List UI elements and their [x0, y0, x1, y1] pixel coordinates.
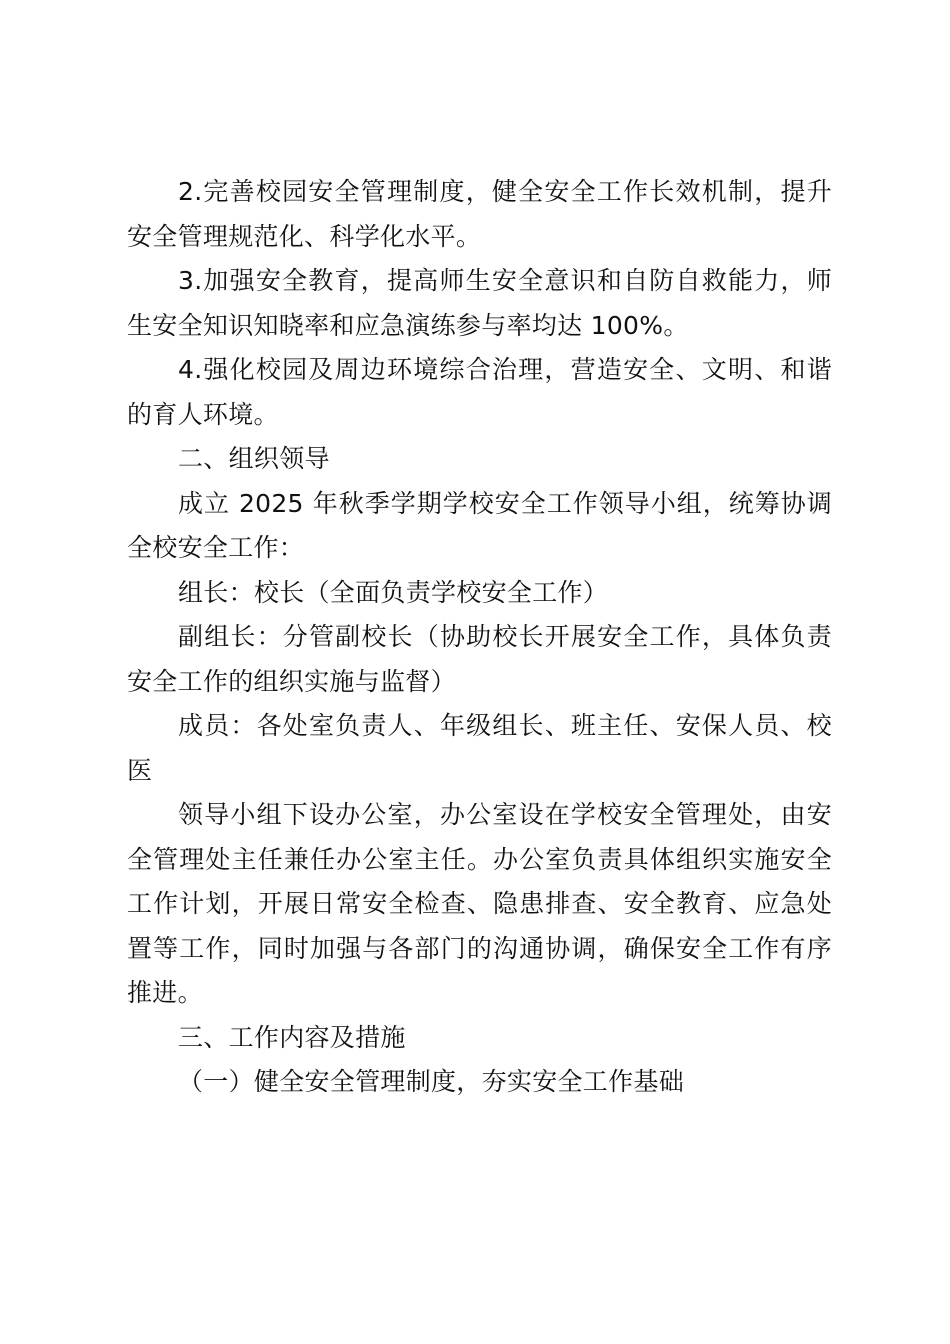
- goal-item-3: 3.加强安全教育，提高师生安全意识和自防自救能力，师生安全知识知晓率和应急演练参与率均达 100%。: [127, 266, 832, 340]
- subsection-heading-1: （一）健全安全管理制度，夯实安全工作基础: [178, 1067, 685, 1096]
- deputy-leader-line: 副组长：分管副校长（协助校长开展安全工作，具体负责安全工作的组织实施与监督）: [127, 622, 832, 696]
- goal-item-2: 2.完善校园安全管理制度，健全安全工作长效机制，提升安全管理规范化、科学化水平。: [127, 177, 832, 251]
- document-body: [127, 170, 832, 1105]
- goal-item-4: 4.强化校园及周边环境综合治理，营造安全、文明、和谐的育人环境。: [127, 355, 832, 429]
- office-description: 领导小组下设办公室，办公室设在学校安全管理处，由安全管理处主任兼任办公室主任。办公室负责具体组织实施安全工作计划，开展日常安全检查、隐患排查、安全教育、应急处置等工作，同时加强与各部门的沟通协调，确保安全工作有序推进。: [127, 800, 832, 1007]
- members-line: 成员：各处室负责人、年级组长、班主任、安保人员、校医: [127, 711, 832, 785]
- section-heading-organization: 二、组织领导: [178, 444, 330, 473]
- leadership-group-intro: 成立 2025 年秋季学期学校安全工作领导小组，统筹协调全校安全工作：: [127, 488, 832, 562]
- section-heading-measures: 三、工作内容及措施: [178, 1022, 406, 1052]
- group-leader-line: 组长：校长（全面负责学校安全工作）: [178, 577, 609, 607]
